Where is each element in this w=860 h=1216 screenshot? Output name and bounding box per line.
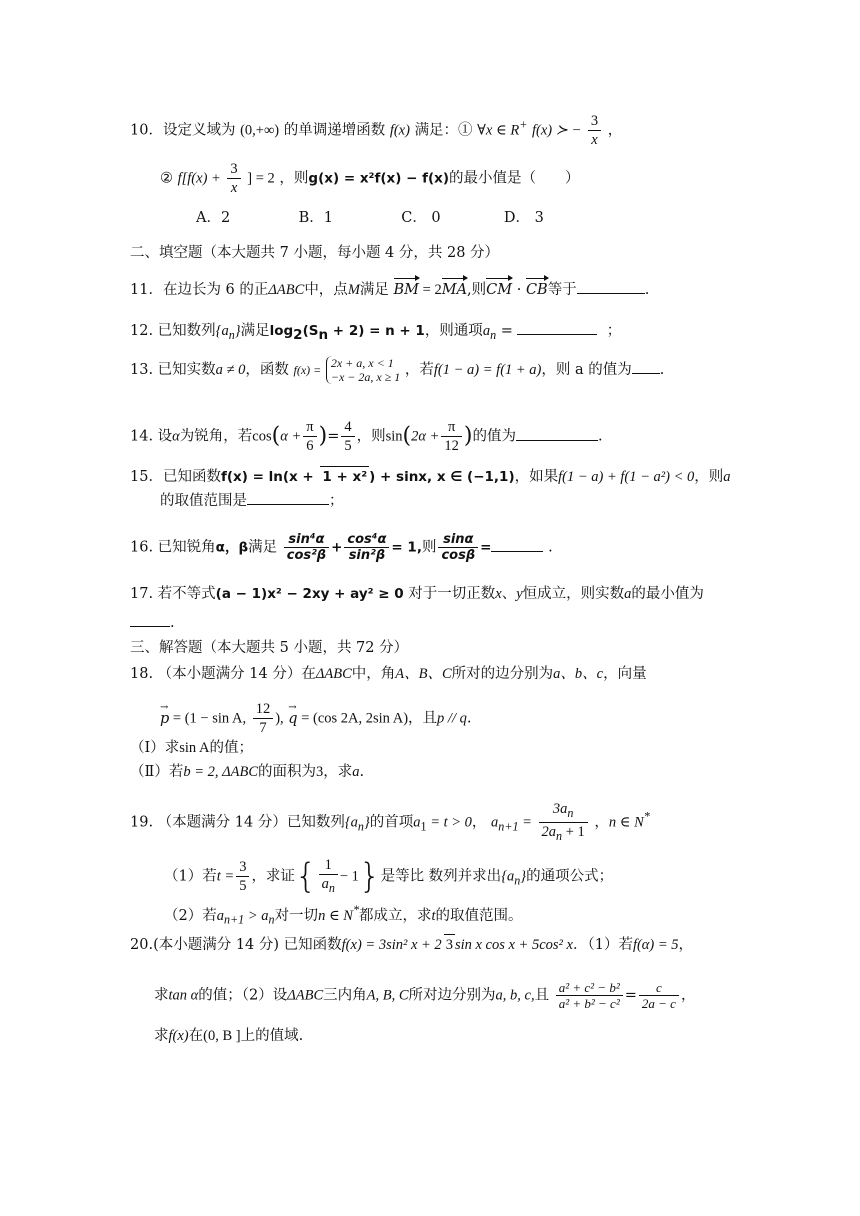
q15-text: 已知函数	[162, 469, 221, 485]
q16-frac3	[438, 532, 478, 563]
frac-den: 2a − c	[641, 996, 676, 1011]
q10-frac2	[227, 160, 240, 197]
q11	[130, 276, 649, 300]
frac-den-sub: n	[556, 828, 563, 843]
q20-interval: (0, B ]	[203, 1028, 241, 1044]
q14-frac-pi6	[303, 418, 316, 455]
answer-blank	[516, 426, 598, 441]
question-number: 18.	[130, 666, 154, 682]
q15-a: a	[723, 469, 731, 485]
q15-end: ；	[329, 493, 344, 509]
q19-p2-set: n ∈ N	[318, 907, 353, 924]
q13-text: 已知实数	[157, 362, 216, 378]
frac-num: cos⁴α	[344, 532, 389, 548]
q20-text: (本小题满分 14 分) 已知函数	[153, 937, 342, 953]
q10-comma: ，	[607, 122, 623, 139]
q18-tri: ΔABC	[315, 666, 352, 682]
piece-case-2: −x − 2a, x ≥ 1	[330, 370, 401, 384]
q19-p1-text: 的通项公式；	[526, 868, 614, 885]
q13-text: ，若	[404, 362, 434, 378]
q12-sub: n	[228, 327, 235, 342]
q20-fx: f(x)	[168, 1028, 189, 1044]
frac-den: a	[321, 876, 329, 892]
q10-line1	[130, 112, 622, 149]
question-number: 15．	[130, 469, 163, 485]
q11-tri: ΔABC	[268, 282, 305, 298]
q15-line2	[160, 490, 344, 511]
q18-text: （本小题满分 14 分）在	[157, 666, 316, 682]
q19-nset-sup: *	[643, 809, 650, 824]
brace-close: }	[358, 856, 381, 897]
q19-p2-a: a	[216, 907, 224, 924]
frac-num: 1	[319, 856, 338, 875]
q12-seq: {a	[215, 323, 229, 339]
answer-blank	[491, 537, 543, 552]
q18-text: ，向量	[603, 666, 647, 682]
q20-fx: f(x) = 3sin² x + 2	[341, 937, 442, 953]
q11-text: 等于	[547, 282, 577, 298]
q17-text: 的最小值为	[631, 586, 704, 602]
q19-a1-sub: 1	[420, 819, 427, 834]
q19-rec-eq: =	[518, 814, 532, 831]
q13-piecewise	[326, 356, 400, 384]
q10-gx: g(x) = x²f(x) − f(x)	[308, 170, 450, 187]
question-number: 10	[130, 122, 149, 139]
q10-cond2-label: ②	[160, 170, 173, 187]
q16-angles: α，β	[215, 539, 249, 556]
q11-text: ,则	[467, 282, 487, 298]
paren-open: (	[271, 423, 281, 449]
question-number: 12.	[130, 323, 154, 339]
q20-text: ，	[680, 987, 696, 1004]
q12-text: ，则通项	[424, 323, 483, 339]
q10-line2	[160, 160, 580, 197]
q12-log-arg: (S	[302, 323, 319, 339]
q12-text: 满足	[240, 323, 270, 339]
q14-frac-45	[341, 418, 354, 455]
q10-frac1	[588, 112, 601, 149]
q16-frac2	[344, 532, 389, 563]
q18-text: ，且	[408, 710, 438, 727]
q17-text: 若不等式	[157, 586, 216, 602]
frac-den: sin²β	[348, 548, 386, 563]
frac-num: π	[441, 418, 462, 437]
q14-frac-pi12	[441, 418, 462, 455]
q10-domain: (0,+∞)	[240, 122, 280, 139]
q17-x: x	[495, 586, 502, 602]
q10-sup: +	[519, 117, 528, 132]
frac-den: 7	[259, 720, 267, 736]
frac-den: 6	[306, 438, 314, 454]
section-3-heading: 三、解答题（本大题共 5 小题，共 72 分）	[130, 640, 409, 656]
q14	[130, 418, 603, 455]
q18-part2-expr: b = 2, ΔABC	[183, 764, 259, 780]
answer-blank	[632, 359, 660, 374]
q18-p-val: = (1 − sin A,	[169, 710, 247, 727]
q12-end: ；	[606, 323, 622, 339]
q18-text: 中，角	[351, 666, 396, 682]
q18-p-val-b: ),	[275, 710, 284, 727]
q19-p2-text: 都成立，求	[359, 907, 432, 924]
q18-part1-label: （Ⅰ）求	[130, 740, 180, 756]
q11-text: 中，点	[304, 282, 348, 298]
q19-line1	[130, 800, 650, 845]
question-number: 19.	[130, 814, 154, 831]
q19-p2-text: 的取值范围。	[435, 907, 523, 924]
q20-text: 所对边分别为	[408, 987, 496, 1004]
q15-line1	[130, 466, 730, 487]
q18-part2-text: ，求	[323, 764, 353, 780]
q19-a1: a	[413, 814, 421, 831]
q12-seq-close: }	[234, 323, 241, 339]
q10-options	[196, 208, 602, 228]
q19-a1-eq: = t > 0	[426, 814, 472, 831]
q19-p2-label: （2）若	[164, 907, 217, 924]
q15-fx: f(x) = ln(x +	[220, 469, 319, 485]
frac-num-sub: n	[567, 805, 574, 820]
vector-cm: CM	[486, 276, 512, 300]
q19-rec-sub: n+1	[498, 819, 519, 834]
frac-num: sinα	[438, 532, 478, 548]
q19-seq: {a	[344, 814, 358, 831]
q10-text: 的最小值是（ ）	[449, 170, 580, 187]
q17-text: 、	[501, 586, 517, 602]
q19-seq-close: }	[363, 814, 370, 831]
answer-blank	[517, 320, 597, 335]
q18-end: .	[466, 710, 472, 727]
q18-part1-end: 的值；	[209, 740, 253, 756]
q19-p2-gt: > a	[244, 907, 269, 924]
q19-p1-sub: n	[514, 873, 521, 888]
frac-num: 3a	[552, 801, 568, 817]
frac-num: 4	[341, 418, 354, 437]
q20-line2	[154, 980, 695, 1011]
q13-end: .	[659, 362, 665, 378]
q13-cond: a ≠ 0	[215, 362, 246, 378]
frac-den: x	[591, 132, 598, 148]
q10-text: ，则	[279, 170, 309, 187]
q15-ineq: f(1 − a) + f(1 − a²) < 0	[558, 469, 695, 485]
q18-sides: a、b、c	[553, 666, 604, 682]
q15-text: ，如果	[514, 469, 559, 485]
q15-fx-tail: ) + sinx, x ∈ (−1,1)	[369, 469, 515, 485]
q20-tri: ΔABC	[287, 987, 324, 1004]
option-c: C． 0	[401, 210, 441, 226]
q10-text: ．设定义域为	[148, 122, 236, 139]
q18-part2-val: 3	[316, 764, 324, 780]
q16-text: 满足	[248, 539, 278, 556]
paren-close: )	[318, 423, 328, 449]
q19-p2-text: 对一切	[274, 907, 319, 924]
q16-text: 已知锐角	[157, 539, 216, 556]
q10-text: 满足：①	[414, 122, 473, 139]
vector-ma: MA	[442, 276, 467, 300]
vector-bm: BM	[394, 276, 420, 300]
q12-eq: =	[496, 323, 518, 339]
q14-text: ，则	[356, 428, 386, 445]
frac-den: 12	[444, 438, 459, 454]
q19-frac-rec	[539, 800, 588, 845]
q17-line1	[130, 584, 704, 604]
q19-p1-minus: − 1	[339, 868, 359, 885]
q16-frac1	[284, 532, 329, 563]
q19-p1-text: 是等比 数列并求出	[380, 868, 502, 885]
q15-text: 的取值范围是	[160, 493, 247, 509]
frac-den: 5	[344, 438, 352, 454]
q19-nset: n ∈ N	[608, 814, 644, 831]
q17-ineq: (a − 1)x² − 2xy + ay² ≥ 0	[215, 586, 404, 602]
q19-p2-t: t	[431, 907, 436, 924]
option-a: A．2	[196, 210, 231, 226]
q19-p1-seq: {a	[501, 868, 515, 885]
q16-text: 则	[421, 539, 437, 556]
q14-inner2: 2α +	[411, 428, 440, 445]
vector-cb: CB	[526, 276, 548, 300]
q19-p1-t: t =	[216, 868, 235, 885]
q18-line2	[160, 700, 471, 737]
q19-p1-frac	[236, 858, 249, 895]
frac-num: 3	[588, 112, 601, 131]
q16-plus: +	[331, 539, 343, 556]
option-b: B．1	[298, 210, 333, 226]
q18-part1	[130, 738, 253, 758]
q19-text: （本题满分 14 分）已知数列	[157, 814, 345, 831]
q13-text: ，则 a 的值为	[541, 362, 632, 378]
q20-falpha: f(α) = 5	[632, 937, 679, 953]
frac-den: x	[230, 180, 238, 196]
q12-an-sub: n	[490, 327, 497, 342]
q19-part2	[164, 900, 523, 930]
q13-text: ，函数	[245, 362, 289, 378]
q17-text: 恒成立，则实数	[522, 586, 625, 602]
q14-inner1: α +	[280, 428, 302, 445]
q11-end: .	[644, 282, 650, 298]
q11-eq: = 2	[419, 282, 442, 298]
q19-p2-sup: *	[352, 903, 360, 917]
q14-alpha: α	[172, 428, 180, 445]
q18-angles: A、B、C	[395, 666, 452, 682]
q19-text: ，	[594, 814, 609, 831]
frac-num: 3	[227, 160, 240, 179]
q13-eq: f(1 − a) = f(1 + a)	[433, 362, 542, 378]
q10-fx: f(x)	[389, 122, 410, 139]
q20-line1	[130, 934, 693, 955]
q14-text: 设	[157, 428, 173, 445]
q14-cos: cos	[252, 428, 272, 445]
q17-y: y	[516, 586, 523, 602]
q19-p1-frac2	[319, 856, 338, 897]
q20-text: 求	[154, 987, 169, 1004]
q20-line3	[154, 1026, 303, 1046]
q20-frac-ratio	[556, 980, 623, 1011]
paren-open: (	[402, 423, 412, 449]
frac-den: cos²β	[286, 548, 327, 563]
question-number: 17.	[130, 586, 154, 602]
q20-sides: a, b, c,	[495, 987, 535, 1004]
q20-text: ．（1）若	[572, 937, 633, 953]
answer-blank	[577, 279, 645, 294]
q17-line2	[130, 612, 175, 633]
q20-sqrt3: 3	[444, 934, 455, 955]
question-number: 13.	[130, 362, 154, 378]
frac-num: sin⁴α	[284, 532, 329, 548]
q18-text: 所对的边分别为	[451, 666, 554, 682]
frac-num: 12	[253, 700, 274, 719]
q20-text: 且	[534, 987, 550, 1004]
q18-part2-mid: 的面积为	[258, 764, 317, 780]
q19-part1	[164, 856, 613, 897]
q20-frac-c	[639, 980, 679, 1011]
frac-den: a² + b² − c²	[558, 996, 620, 1011]
frac-den-tail: + 1	[562, 823, 585, 840]
q15-text: ，则	[694, 469, 724, 485]
frac-den: cosβ	[441, 548, 476, 563]
q19-p1-text: ，求证	[251, 868, 295, 885]
frac-den: 5	[239, 877, 247, 894]
q11-dot: ·	[512, 282, 526, 298]
paren-close: )	[463, 423, 473, 449]
q18-part2-a: a	[352, 764, 360, 780]
vector-p: p →	[160, 709, 169, 729]
frac-den-sub: n	[328, 880, 335, 895]
answer-blank	[247, 490, 329, 505]
q13-fx: f(x) =	[293, 363, 322, 377]
q10-cond2: f[f(x) +	[177, 170, 221, 187]
q18-q-val: = (cos 2A, 2sin A)	[297, 710, 409, 727]
q16-end: .	[548, 539, 553, 556]
q20-text: 上的值域.	[240, 1028, 304, 1044]
section-2-heading: 二、填空题（本大题共 7 小题，每小题 4 分，共 28 分）	[130, 245, 500, 261]
q20-fx-tail: sin x cos x + 5cos² x	[454, 937, 573, 953]
frac-num: 3	[236, 858, 249, 877]
q16-eq2: =	[480, 539, 492, 556]
q14-sin: sin	[385, 428, 403, 445]
q15-sqrt: 1 + x²	[320, 466, 369, 487]
frac-den: 2a	[541, 823, 557, 840]
option-d: D． 3	[503, 210, 544, 226]
q17-end: .	[170, 615, 175, 631]
q12-log: log	[269, 323, 294, 339]
q12-log-base: 2	[293, 326, 303, 343]
q20-text: 三内角	[323, 987, 367, 1004]
q14-text: 的值为	[472, 428, 516, 445]
q10-cond1b: f(x) ≻ −	[531, 122, 582, 139]
q20-text: 求	[154, 1028, 169, 1044]
q20-text: 在	[188, 1028, 204, 1044]
q17-a: a	[624, 586, 632, 602]
q18-part2	[130, 762, 364, 782]
q18-part2-label: （Ⅱ）若	[130, 764, 184, 780]
q18-line1	[130, 664, 647, 684]
q12-log-tail: + 2) = n + 1	[328, 323, 425, 339]
frac-num: π	[303, 418, 316, 437]
q12	[130, 320, 621, 345]
q19-p2-sub2: n	[268, 912, 275, 927]
q11-text: 满足	[359, 282, 389, 298]
q12-an: a	[482, 323, 491, 339]
q18-part2-end: .	[359, 764, 365, 780]
frac-num: c	[639, 980, 679, 996]
answer-blank	[130, 612, 170, 627]
q10-cond1: ∀x ∈ R	[477, 122, 520, 139]
brace-open: {	[294, 856, 317, 897]
q16	[130, 532, 553, 563]
q19-sub: n	[357, 819, 364, 834]
q14-eq: =	[327, 428, 340, 445]
question-number: 16.	[130, 539, 154, 556]
q19-text: ，	[471, 814, 487, 831]
q17-text: 对于一切正数	[408, 586, 496, 602]
q20-text: ，	[678, 937, 694, 953]
q19-rec: a	[491, 814, 499, 831]
question-number: 14.	[130, 428, 154, 445]
q10-cond2b: ] = 2	[247, 170, 275, 187]
q10-text: 的单调递增函数	[283, 122, 386, 139]
q20-angles: A, B, C	[366, 987, 409, 1004]
q18-part1-expr: sin A	[179, 740, 210, 756]
q19-text: 的首项	[369, 814, 414, 831]
q12-log-sub: n	[318, 326, 329, 343]
piece-case-1: 2x + a, x < 1	[330, 356, 394, 370]
q20-text: 的值；（2）设	[198, 987, 288, 1004]
q12-text: 已知数列	[157, 323, 216, 339]
frac-num: a² + c² − b²	[556, 980, 623, 996]
q20-eq: =	[624, 987, 637, 1004]
q14-end: .	[597, 428, 603, 445]
q11-text: 在边长为 6 的正	[162, 282, 269, 298]
question-number: 11．	[130, 282, 163, 298]
q11-m: M	[347, 282, 360, 298]
q19-p1-label: （1）若	[164, 868, 217, 885]
question-number: 20.	[130, 937, 154, 953]
q19-p1-seq-close: }	[520, 868, 527, 885]
q16-eq1: = 1,	[391, 539, 422, 556]
q18-parallel: p // q	[437, 710, 467, 727]
q20-tan: tan α	[168, 987, 199, 1004]
vector-q: q →	[288, 709, 297, 729]
q14-text: 为锐角，若	[179, 428, 253, 445]
q18-frac	[253, 700, 274, 737]
q19-p2-sub1: n+1	[223, 912, 245, 927]
q13	[130, 356, 664, 384]
